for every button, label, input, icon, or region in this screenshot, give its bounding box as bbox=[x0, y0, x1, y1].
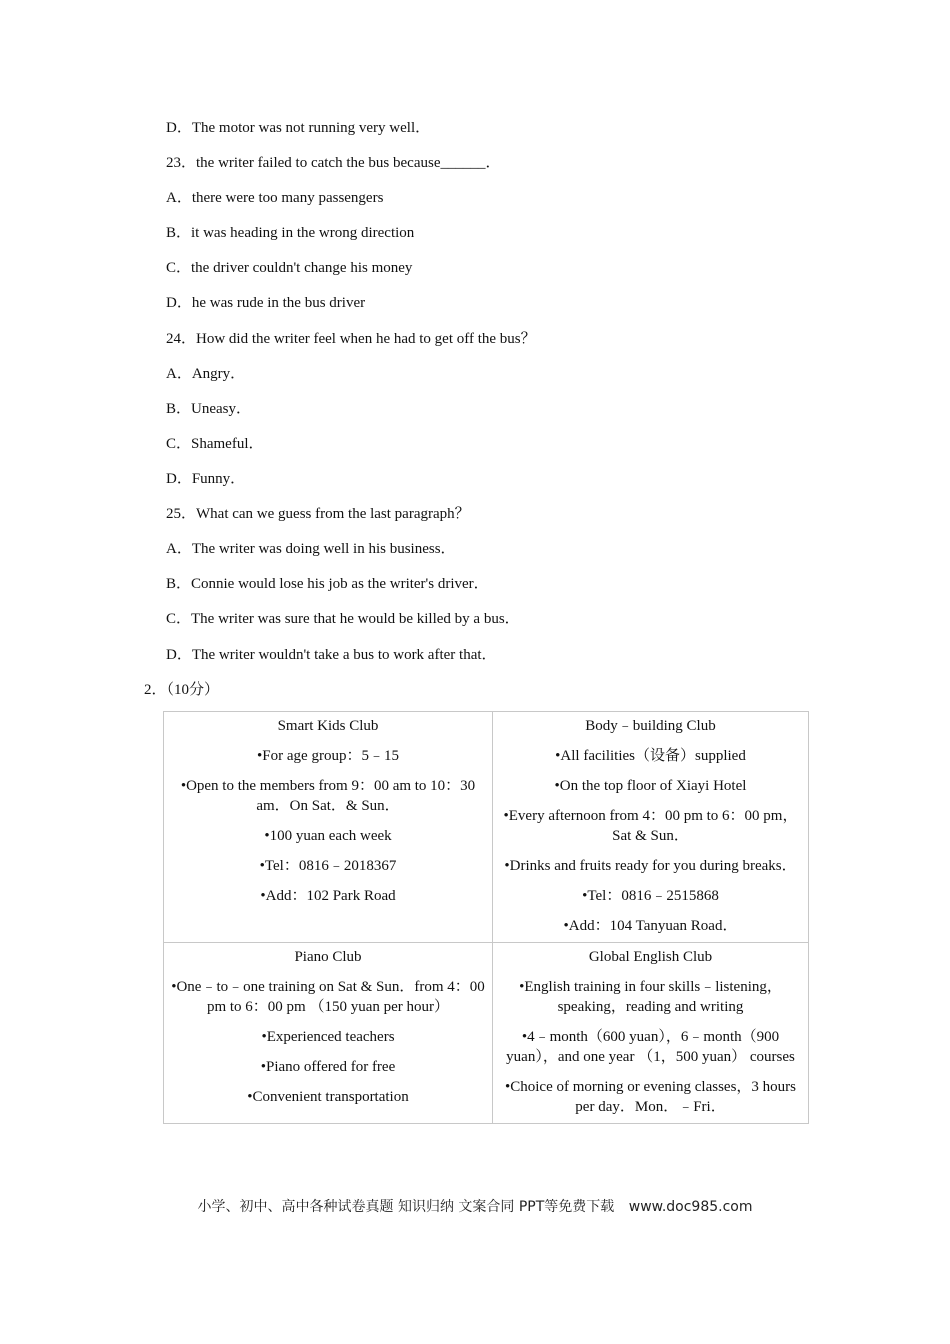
section-label: 2．（10分） bbox=[144, 682, 220, 698]
club-title: Smart Kids Club bbox=[277, 718, 379, 734]
club-detail: •On the top floor of Xiayi Hotel bbox=[554, 778, 747, 794]
option-b-line: B．Connie would lose his job as the writer's driver． bbox=[166, 576, 489, 592]
footer-text: 小学、初中、高中各种试卷真题 知识归纳 文案合同 PPT等免费下载 bbox=[197, 1199, 615, 1215]
club-detail: •4﹣month（600 yuan），6﹣month（900 yuan），and one year （1，500 yuan） courses bbox=[506, 1029, 795, 1065]
footer-url[interactable]: www.doc985.com bbox=[628, 1199, 753, 1215]
option-d-line: D．he was rude in the bus driver bbox=[166, 295, 366, 311]
question-23: 23．the writer failed to catch the bus because______． bbox=[166, 155, 501, 171]
option-a-line: A．Angry． bbox=[166, 366, 246, 382]
option-b-line: B．Uneasy． bbox=[166, 401, 251, 417]
option-a-line: A．The writer was doing well in his business． bbox=[166, 541, 456, 557]
club-detail: •Choice of morning or evening classes，3 hours per day．Mon．﹣Fri． bbox=[504, 1079, 797, 1115]
club-detail: •Drinks and fruits ready for you during breaks． bbox=[504, 858, 797, 874]
page-footer bbox=[0, 1196, 950, 1216]
question-24: 24．How did the writer feel when he had to get off the bus？ bbox=[166, 331, 536, 347]
option-c-line: C．the driver couldn't change his money bbox=[166, 260, 413, 276]
club-detail: •For age group：5﹣15 bbox=[257, 748, 399, 764]
clubs-table bbox=[163, 711, 809, 1124]
question-25: 25．What can we guess from the last paragraph？ bbox=[166, 506, 470, 522]
piano-club-cell bbox=[164, 943, 493, 1124]
club-detail: •Convenient transportation bbox=[247, 1089, 409, 1105]
option-d-line: D．Funny． bbox=[166, 471, 246, 487]
option-a-line: A．there were too many passengers bbox=[166, 190, 384, 206]
global-english-club-cell bbox=[493, 943, 809, 1124]
club-detail: •Experienced teachers bbox=[261, 1029, 395, 1045]
club-detail: •English training in four skills﹣listening，speaking，reading and writing bbox=[519, 979, 782, 1015]
club-detail: •One﹣to﹣one training on Sat & Sun．from 4：00 pm to 6：00 pm （150 yuan per hour） bbox=[171, 979, 485, 1015]
option-c-line: C．Shameful． bbox=[166, 436, 264, 452]
body-building-club-cell bbox=[493, 712, 809, 943]
option-b-line: B．it was heading in the wrong direction bbox=[166, 225, 415, 241]
club-title: Piano Club bbox=[294, 949, 362, 965]
option-d-line: D．The motor was not running very well． bbox=[166, 120, 431, 136]
club-title: Body﹣building Club bbox=[585, 718, 716, 734]
option-d-line: D．The writer wouldn't take a bus to work after that． bbox=[166, 647, 497, 663]
club-detail: •Add：102 Park Road bbox=[260, 888, 396, 904]
club-detail: •Every afternoon from 4：00 pm to 6：00 pm，Sat & Sun． bbox=[503, 808, 798, 844]
smart-kids-club-cell bbox=[164, 712, 493, 943]
club-detail: •Open to the members from 9：00 am to 10：30 am．On Sat．& Sun． bbox=[180, 778, 476, 814]
club-detail: •Tel：0816﹣2515868 bbox=[582, 888, 719, 904]
table-row bbox=[164, 943, 809, 1124]
option-c-line: C．The writer was sure that he would be killed by a bus． bbox=[166, 611, 520, 627]
table-row bbox=[164, 712, 809, 943]
club-detail: •Piano offered for free bbox=[260, 1059, 396, 1075]
club-title: Global English Club bbox=[588, 949, 713, 965]
club-detail: •100 yuan each week bbox=[264, 828, 392, 844]
club-detail: •All facilities（设备）supplied bbox=[555, 748, 746, 764]
club-detail: •Add：104 Tanyuan Road． bbox=[563, 918, 738, 934]
club-detail: •Tel：0816﹣2018367 bbox=[259, 858, 397, 874]
